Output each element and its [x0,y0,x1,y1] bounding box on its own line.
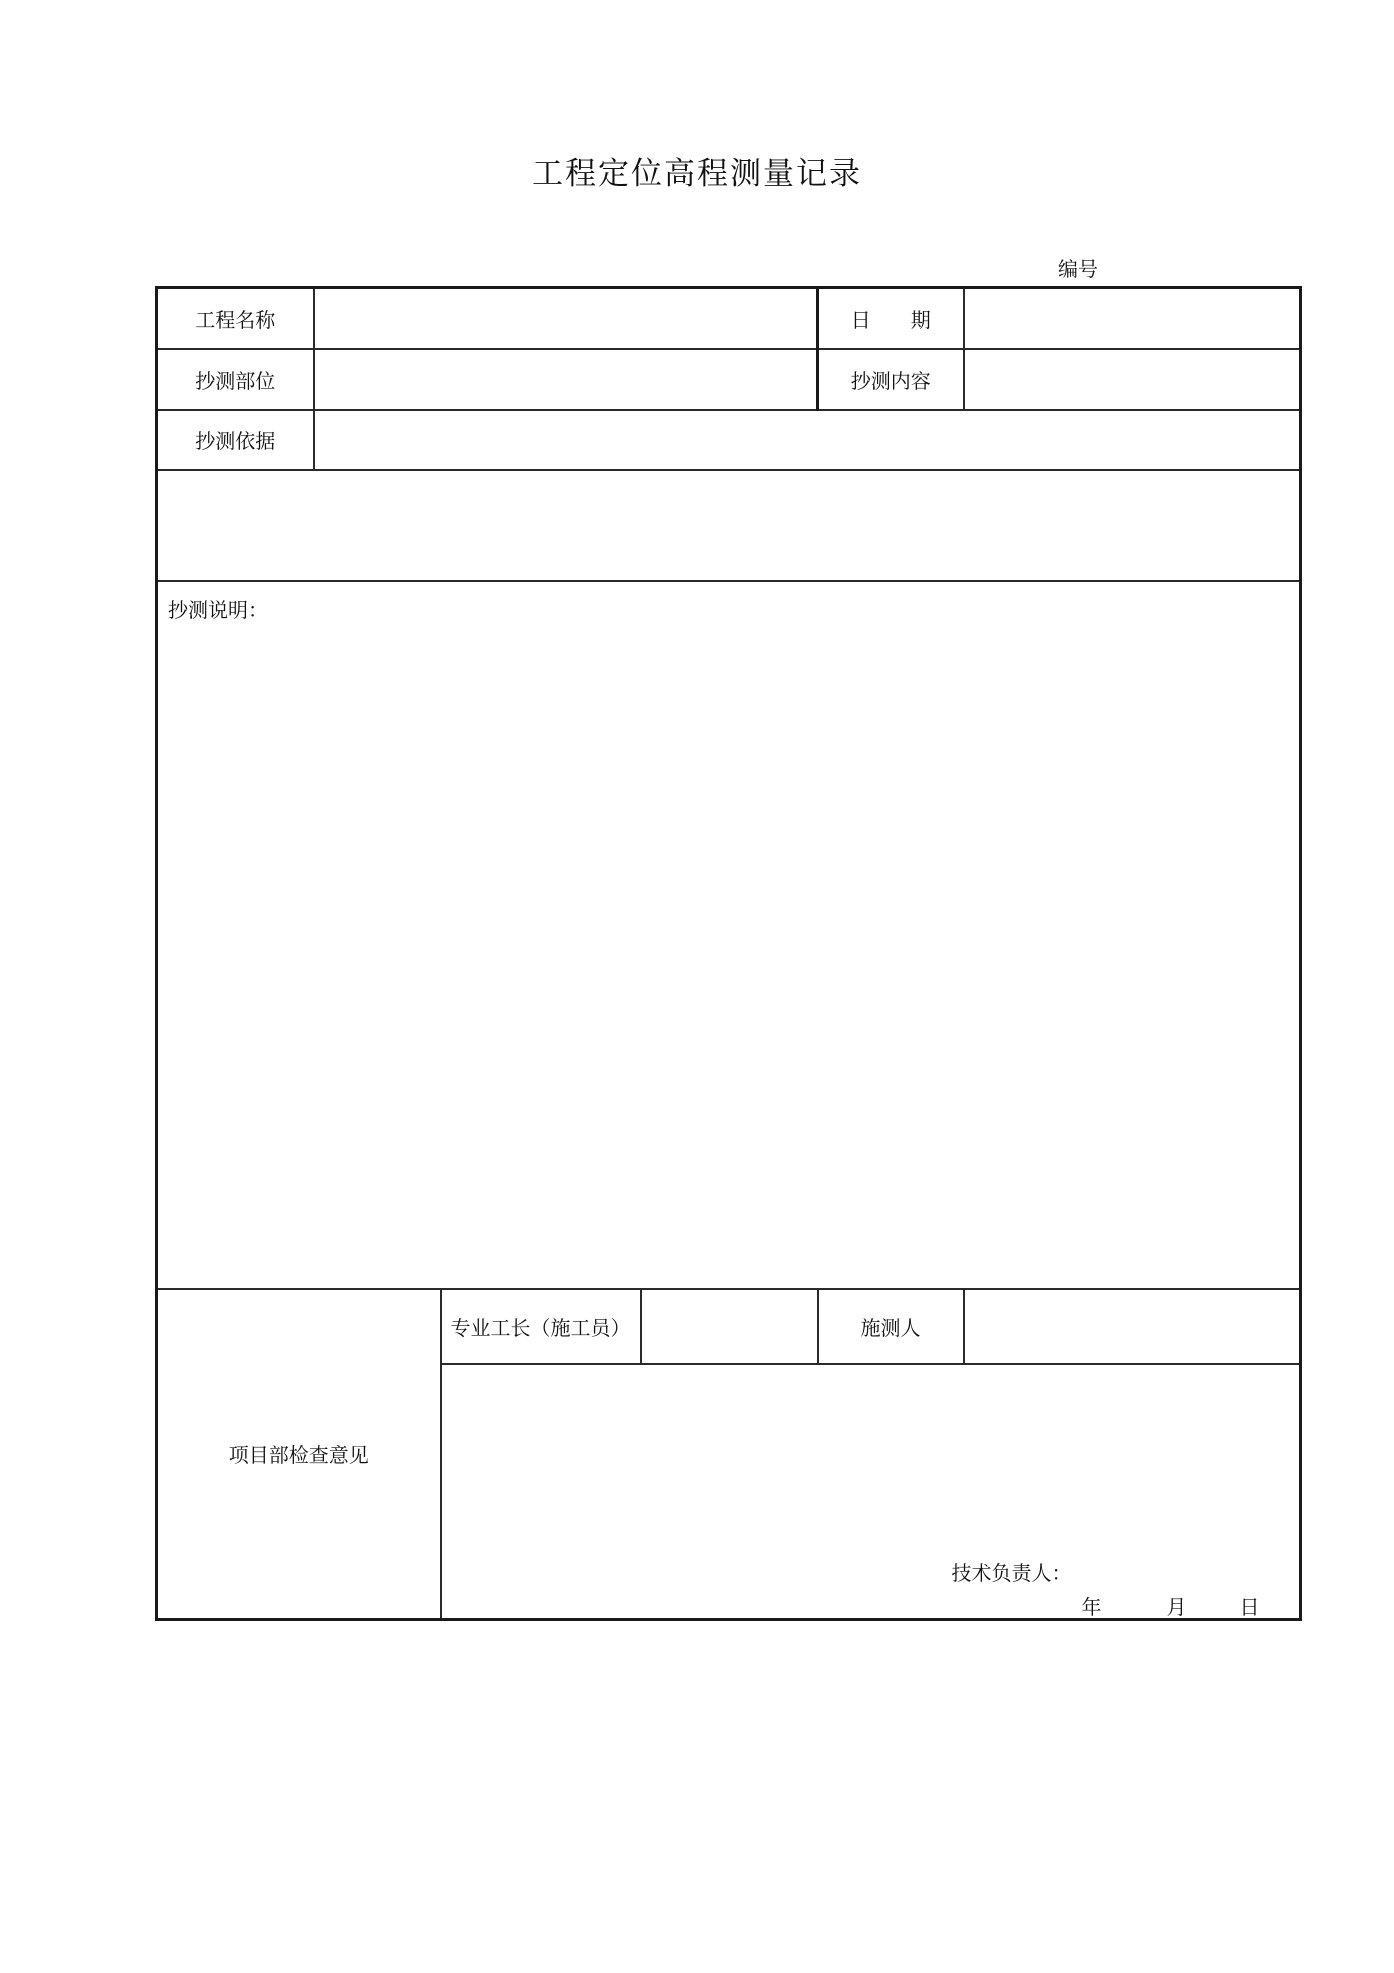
inspection-label: 项目部检查意见 [157,1289,441,1620]
basis-label: 抄测依据 [157,410,314,470]
date-field[interactable] [964,288,1301,349]
notes-label: 抄测说明： [168,597,268,622]
document-title: 工程定位高程测量记录 [532,156,862,192]
basis-field[interactable] [314,410,1301,470]
row-basis [157,410,1301,470]
row-notes [157,581,1301,1289]
blank-area[interactable] [157,470,1301,581]
location-label: 抄测部位 [157,349,314,410]
year-label: 年 [1081,1594,1102,1619]
tech-lead-label: 技术负责人： [951,1560,1072,1585]
foreman-field[interactable] [641,1289,818,1364]
row-location [157,349,1301,410]
row-blank [157,470,1301,581]
row-project-name [157,288,1301,349]
month-label: 月 [1166,1594,1187,1619]
day-label: 日 [1239,1594,1260,1619]
location-field[interactable] [314,349,818,410]
surveyor-label: 施测人 [818,1289,964,1364]
survey-record-form [155,286,1302,1621]
notes-field[interactable] [157,581,1301,1289]
content-label: 抄测内容 [818,349,964,410]
project-name-field[interactable] [314,288,818,349]
date-label: 日 期 [818,288,964,349]
row-signatures [157,1289,1301,1364]
serial-number-label: 编号 [1058,257,1098,281]
project-name-label: 工程名称 [157,288,314,349]
inspection-opinion-field[interactable] [441,1364,1301,1620]
surveyor-field[interactable] [964,1289,1301,1364]
foreman-label: 专业工长（施工员） [441,1289,641,1364]
content-field[interactable] [964,349,1301,410]
